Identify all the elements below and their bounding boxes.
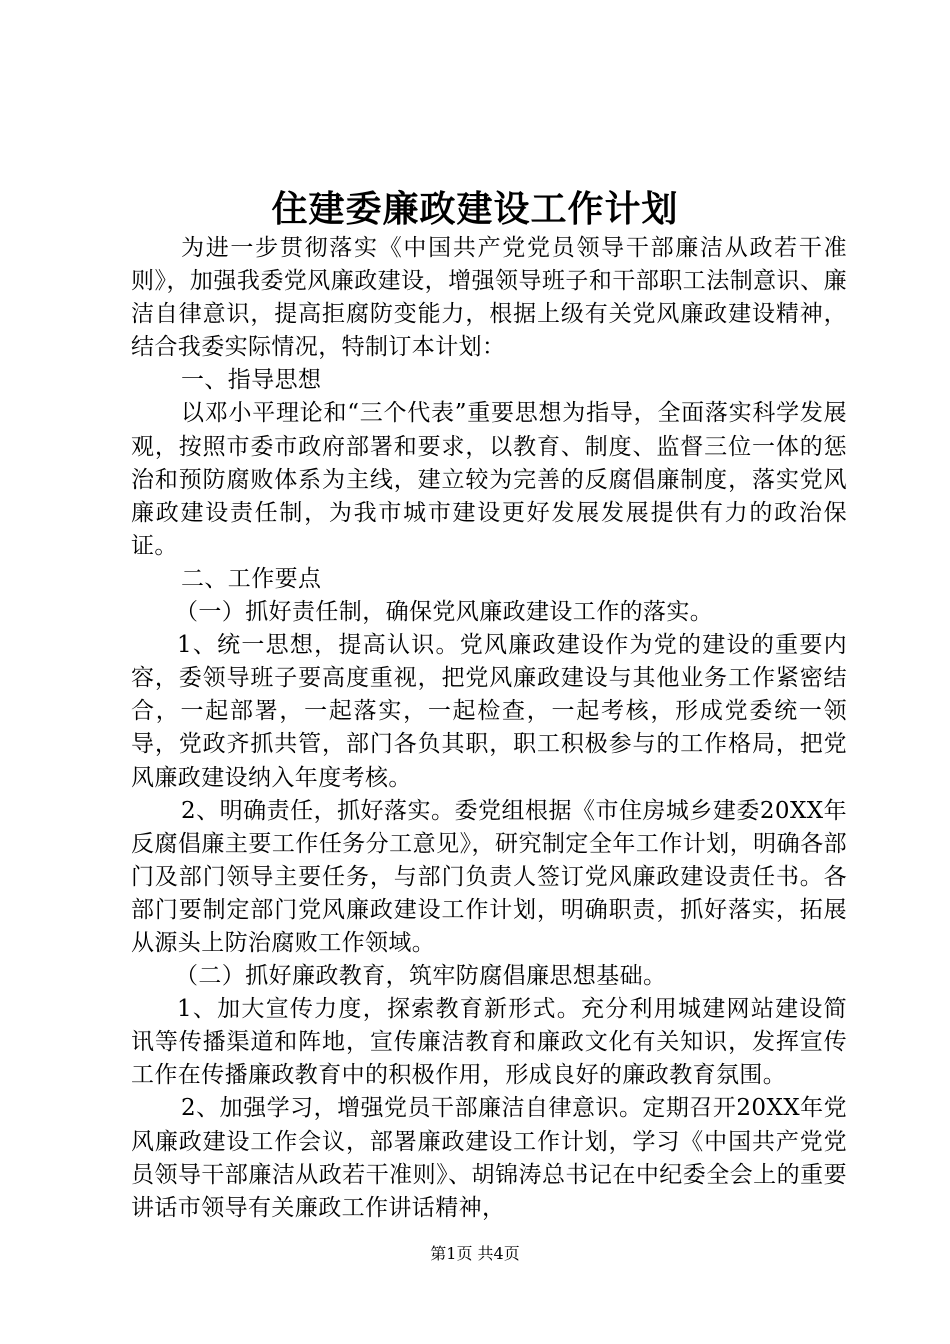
guiding-thought-paragraph: 以邓小平理论和“三个代表”重要思想为指导，全面落实科学发展观，按照市委市政府部署和要求，以教育、制度、监督三位一体的惩治和预防腐败体系为主线，建立较为完善的反腐倡廉制度，落实党风廉政建设责任制，为我市城市建设更好发展发展提供有力的政治保证。 xyxy=(131,400,847,559)
item-unify-thinking: 1、统一思想，提高认识。党风廉政建设作为党的建设的重要内容，委领导班子要高度重视，把党风廉政建设与其他业务工作紧密结合，一起部署，一起落实，一起检查，一起考核，形成党委统一领导，党政齐抓共管，部门各负其职，职工积极参与的工作格局，把党风廉政建设纳入年度考核。 xyxy=(131,632,847,791)
item-study: 2、加强学习，增强党员干部廉洁自律意识。定期召开20XX年党风廉政建设工作会议，部署廉政建设工作计划，学习《中国共产党党员领导干部廉洁从政若干准则》、胡锦涛总书记在中纪委全会上的重要讲话市领导有关廉政工作讲话精神， xyxy=(131,1095,847,1221)
page-footer: 第1页 共4页 xyxy=(430,1244,520,1263)
subsection-heading-education: （二）抓好廉政教育，筑牢防腐倡廉思想基础。 xyxy=(175,963,667,990)
item-clarify-responsibility: 2、明确责任，抓好落实。委党组根据《市住房城乡建委20XX年反腐倡廉主要工作任务分工意见》，研究制定全年工作计划，明确各部门及部门领导主要任务，与部门负责人签订党风廉政建设责任书。各部门要制定部门党风廉政建设工作计划，明确职责，抓好落实，拓展从源头上防治腐败工作领域。 xyxy=(131,797,847,956)
document-title: 住建委廉政建设工作计划 xyxy=(271,188,679,230)
section-heading-work-points: 二、工作要点 xyxy=(181,565,322,592)
section-heading-guiding-thought: 一、指导思想 xyxy=(181,367,322,394)
document-body xyxy=(131,232,847,1225)
item-publicity: 1、加大宣传力度，探索教育新形式。充分利用城建网站建设简讯等传播渠道和阵地，宣传廉洁教育和廉政文化有关知识，发挥宣传工作在传播廉政教育中的积极作用，形成良好的廉政教育氛围。 xyxy=(131,996,847,1089)
intro-paragraph: 为进一步贯彻落实《中国共产党党员领导干部廉洁从政若干准则》，加强我委党风廉政建设，增强领导班子和干部职工法制意识、廉洁自律意识，提高拒腐防变能力，根据上级有关党风廉政建设精神，结合我委实际情况，特制订本计划： xyxy=(131,235,847,361)
subsection-heading-responsibility: （一）抓好责任制，确保党风廉政建设工作的落实。 xyxy=(175,599,714,626)
